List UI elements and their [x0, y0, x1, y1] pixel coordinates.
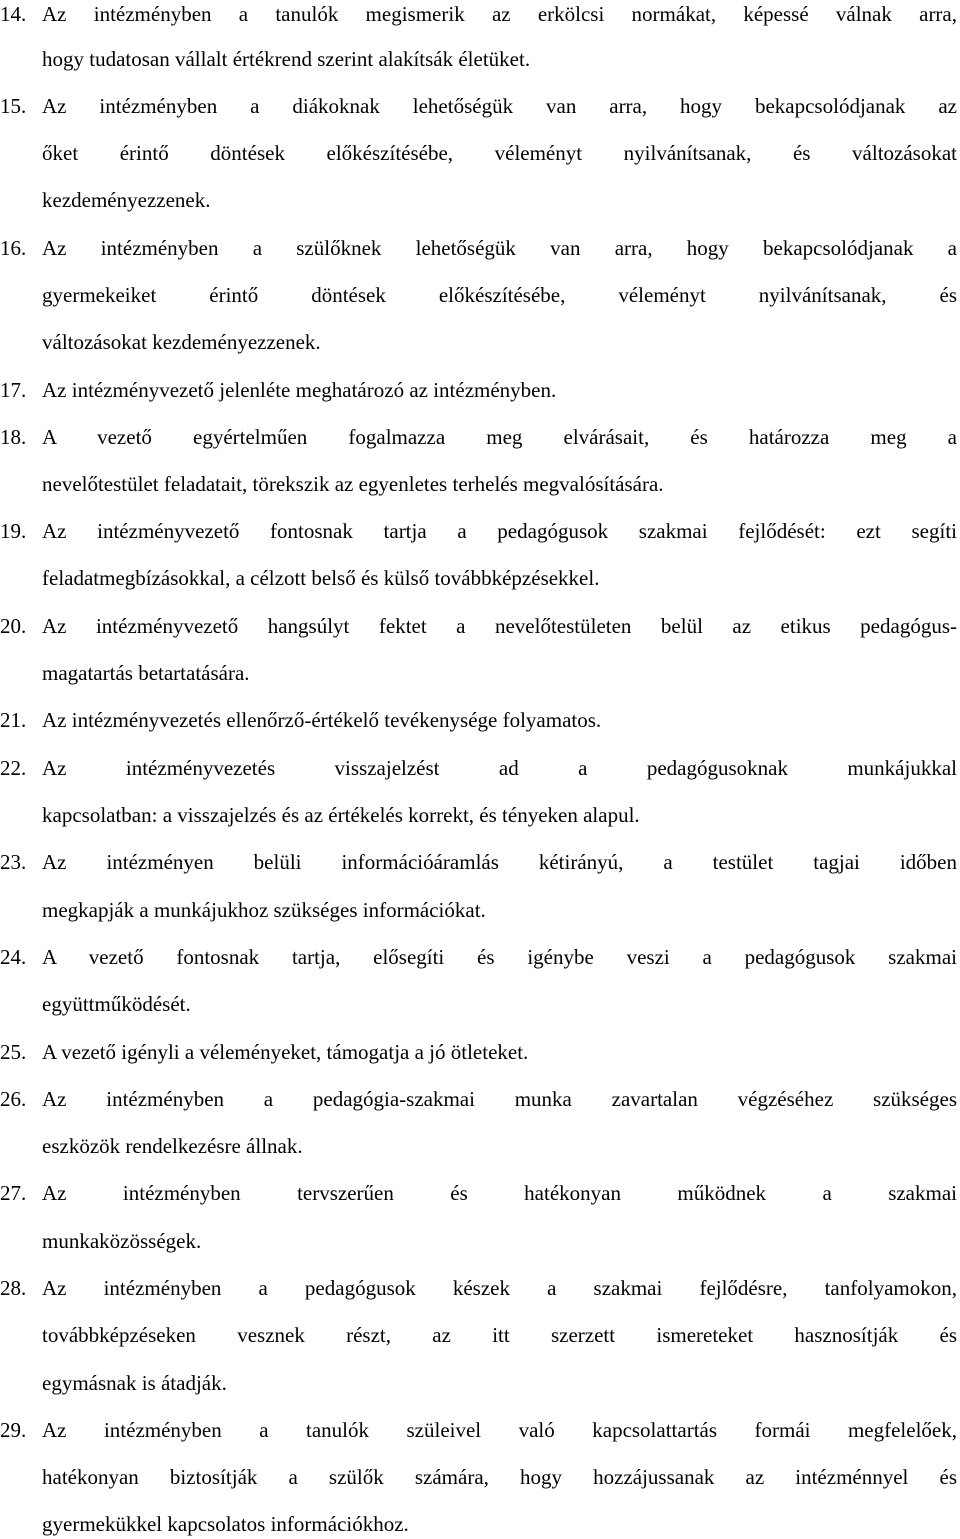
list-item-number: 25.: [0, 1040, 27, 1064]
list-item-number: 22.: [0, 756, 27, 780]
list-item-text: együttműködését.: [42, 992, 191, 1016]
list-item-line: [0, 1417, 957, 1443]
list-item-line: [0, 235, 957, 261]
list-item-text: eszközök rendelkezésre állnak.: [42, 1134, 303, 1158]
list-item-line: [42, 1464, 957, 1490]
list-item-line: [42, 802, 957, 828]
list-item-text: munkaközösségek.: [42, 1229, 202, 1253]
list-item-text: Az intézményben a pedagógusok készek a szakmai fejlődésre, tanfolyamokon,: [42, 1276, 957, 1300]
list-item-text: magatartás betartatására.: [42, 661, 250, 685]
list-item-text: Az intézményvezető fontosnak tartja a pedagógusok szakmai fejlődését: ezt segíti: [42, 519, 957, 543]
list-item-line: [0, 377, 957, 403]
list-item-line: [0, 1086, 957, 1112]
list-item-text: kapcsolatban: a visszajelzés és az értékelés korrekt, és tényeken alapul.: [42, 803, 640, 827]
list-item-number: 27.: [0, 1181, 27, 1205]
list-item-text: A vezető egyértelműen fogalmazza meg elvárásait, és határozza meg a: [42, 425, 957, 449]
list-item-text: hatékonyan biztosítják a szülők számára, hogy hozzájussanak az intézménnyel és: [42, 1465, 957, 1489]
list-item-number: 17.: [0, 378, 27, 402]
list-item-line: [0, 849, 957, 875]
list-item-text: gyermekeiket érintő döntések előkészítésébe, véleményt nyilvánítsanak, és: [42, 283, 957, 307]
list-item-line: [42, 140, 957, 166]
list-item-number: 14.: [0, 2, 27, 26]
list-item-line: [42, 1511, 957, 1537]
list-item-text: A vezető igényli a véleményeket, támogatja a jó ötleteket.: [42, 1040, 529, 1064]
list-item-text: Az intézményben a tanulók szüleivel való kapcsolattartás formái megfelelőek,: [42, 1418, 957, 1442]
list-item-text: Az intézményben a pedagógia-szakmai munka zavartalan végzéséhez szükséges: [42, 1087, 957, 1111]
list-item-text: hogy tudatosan vállalt értékrend szerint alakítsák életüket.: [42, 47, 531, 71]
list-item-text: Az intézményben a tanulók megismerik az erkölcsi normákat, képessé válnak arra,: [42, 2, 957, 26]
list-item-line: [42, 471, 957, 497]
list-item-line: [42, 329, 957, 355]
list-item-line: [42, 282, 957, 308]
list-item-number: 21.: [0, 708, 27, 732]
list-item-number: 24.: [0, 945, 27, 969]
list-item-line: [0, 424, 957, 450]
list-item-number: 20.: [0, 614, 27, 638]
list-item-line: [0, 1, 957, 27]
list-item-line: [0, 613, 957, 639]
list-item-line: [0, 707, 957, 733]
list-item-text: Az intézményvezetés visszajelzést ad a pedagógusoknak munkájukkal: [42, 756, 957, 780]
list-item-line: [0, 1180, 957, 1206]
list-item-line: [42, 897, 957, 923]
list-item-number: 23.: [0, 850, 27, 874]
list-item-text: Az intézményben a diákoknak lehetőségük van arra, hogy bekapcsolódjanak az: [42, 94, 957, 118]
list-item-text: Az intézményvezető jelenléte meghatározó az intézményben.: [42, 378, 557, 402]
list-item-text: nevelőtestület feladatait, törekszik az egyenletes terhelés megvalósítására.: [42, 472, 664, 496]
list-item-text: kezdeményezzenek.: [42, 188, 211, 212]
list-item-text: Az intézményvezetés ellenőrző-értékelő tevékenysége folyamatos.: [42, 708, 602, 732]
list-item-text: feladatmegbízásokkal, a célzott belső és külső továbbképzésekkel.: [42, 566, 600, 590]
list-item-line: [42, 565, 957, 591]
list-item-text: Az intézményben tervszerűen és hatékonyan működnek a szakmai: [42, 1181, 957, 1205]
list-item-number: 29.: [0, 1418, 27, 1442]
list-item-number: 26.: [0, 1087, 27, 1111]
list-item-line: [0, 1039, 957, 1065]
list-item-text: Az intézményen belüli információáramlás kétirányú, a testület tagjai időben: [42, 850, 957, 874]
list-item-line: [42, 1370, 957, 1396]
list-item-number: 16.: [0, 236, 27, 260]
list-item-text: továbbképzéseken vesznek részt, az itt szerzett ismereteket hasznosítják és: [42, 1323, 957, 1347]
list-item-text: egymásnak is átadják.: [42, 1371, 227, 1395]
list-item-line: [42, 660, 957, 686]
list-item-number: 28.: [0, 1276, 27, 1300]
list-item-line: [42, 1322, 957, 1348]
list-item-line: [0, 755, 957, 781]
list-item-number: 19.: [0, 519, 27, 543]
list-item-line: [0, 1275, 957, 1301]
list-item-line: [42, 991, 957, 1017]
list-item-text: megkapják a munkájukhoz szükséges információkat.: [42, 898, 486, 922]
list-item-text: Az intézményvezető hangsúlyt fektet a nevelőtestületen belül az etikus pedagógus-: [42, 614, 957, 638]
list-item-line: [0, 944, 957, 970]
list-item-text: Az intézményben a szülőknek lehetőségük van arra, hogy bekapcsolódjanak a: [42, 236, 957, 260]
list-item-line: [42, 1133, 957, 1159]
list-item-line: [42, 187, 957, 213]
list-item-text: változásokat kezdeményezzenek.: [42, 330, 321, 354]
list-item-line: [0, 93, 957, 119]
list-item-line: [42, 46, 957, 72]
list-item-text: gyermekükkel kapcsolatos információkhoz.: [42, 1512, 409, 1536]
list-item-number: 18.: [0, 425, 27, 449]
list-item-text: őket érintő döntések előkészítésébe, véleményt nyilvánítsanak, és változásokat: [42, 141, 957, 165]
list-item-number: 15.: [0, 94, 27, 118]
list-item-line: [42, 1228, 957, 1254]
list-item-line: [0, 518, 957, 544]
list-item-text: A vezető fontosnak tartja, elősegíti és igénybe veszi a pedagógusok szakmai: [42, 945, 957, 969]
